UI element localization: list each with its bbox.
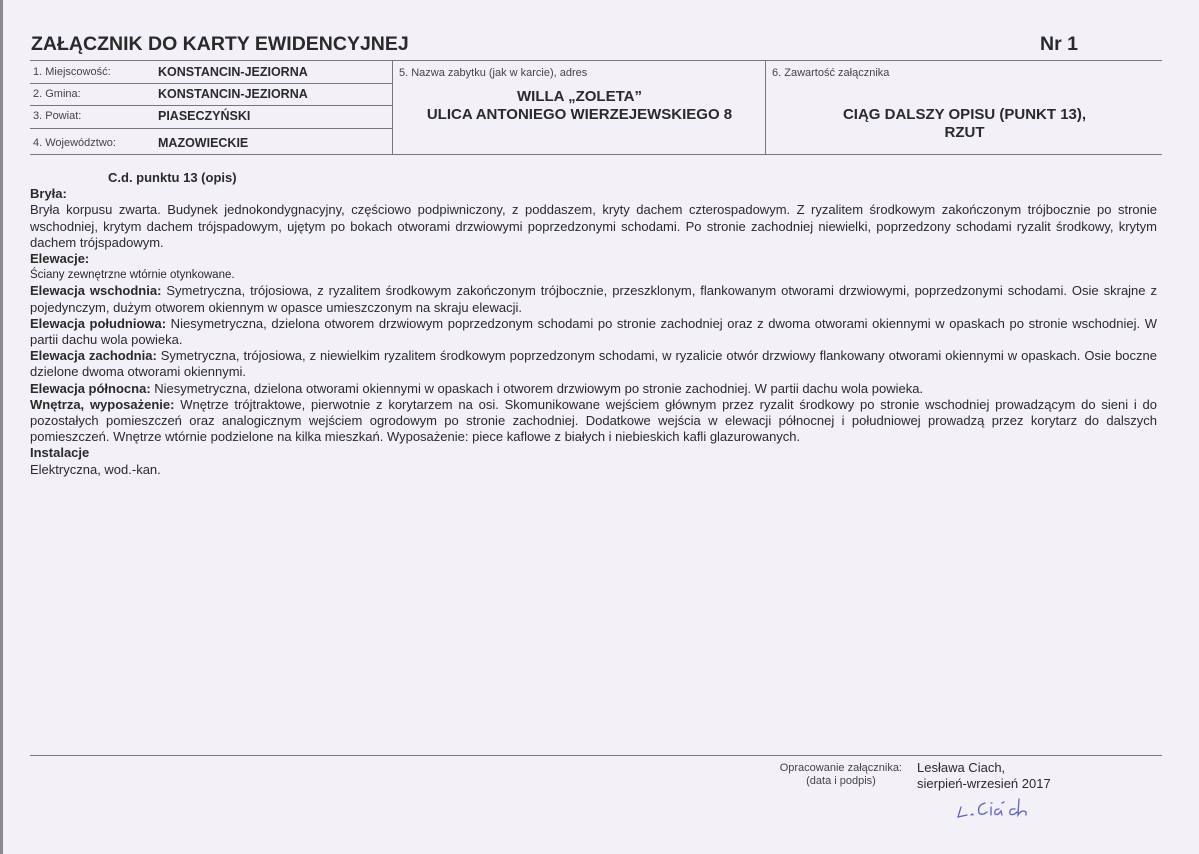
text-interior: Wnętrze trójtraktowe, pierwotnie z korytarzem na osi. Skomunikowane wejściem głównym przez ryzalit środkowy po stronie wschodniej prowadzącym do sieni i do pozostałych pomieszczeń oraz analogicznym wejściem ogrodowym po stronie zachodniej. Dodatkowe wejścia w elewacji północnej i południowej prowadzą przez korytarz do dalszych pomieszczeń. Wnętrze wtórnie podzielone na kilka mieszkań. Wyposażenie: piece kaflowe z białych i niebieskich kafli glazurowanych. xyxy=(30,396,1157,445)
field-row xyxy=(30,83,392,106)
description-body xyxy=(30,170,1157,478)
field-value: KONSTANCIN-JEZIORNA xyxy=(158,65,308,79)
field-label: 1. Miejscowość: xyxy=(33,66,111,78)
para-interior xyxy=(30,397,1157,446)
date: sierpień-wrzesień 2017 xyxy=(917,776,1051,791)
field-value: KONSTANCIN-JEZIORNA xyxy=(158,87,308,101)
heading-interior: Wnętrza, wyposażenie: xyxy=(30,396,175,412)
footer-divider xyxy=(30,755,1162,756)
monument-name: WILLA „ZOLETA” xyxy=(517,88,642,105)
monument-cell xyxy=(392,61,766,154)
field-value: PIASECZYŃSKI xyxy=(158,109,251,123)
field-value: MAZOWIECKIE xyxy=(158,136,249,150)
document-title: ZAŁĄCZNIK DO KARTY EWIDENCYJNEJ xyxy=(31,33,409,55)
footer-label xyxy=(740,762,902,788)
heading-south: Elewacja południowa: xyxy=(30,315,167,331)
header-table xyxy=(30,60,1162,155)
attachment-number: Nr 1 xyxy=(1040,33,1078,55)
author: Lesława Ciach, xyxy=(917,760,1006,775)
field-row xyxy=(30,129,392,154)
location-fields xyxy=(30,61,392,154)
text-north: Niesymetryczna, dzielona otworami okiennymi w opaskach i otworem drzwiowym po stronie zachodniej. W partii dachu wola powieka. xyxy=(150,380,924,396)
heading-north: Elewacja północna: xyxy=(30,380,151,396)
para-east xyxy=(30,283,1157,315)
text-west: Symetryczna, trójosiowa, z niewielkim ryzalitem środkowym poprzedzonym schodami, w ryzalicie otwór drzwiowy flankowany otworami okiennymi w opaskach. Osie boczne dzielone dwoma otworami okiennymi. xyxy=(30,348,1157,380)
contents-line2: RZUT xyxy=(944,124,985,141)
section-title: C.d. punktu 13 (opis) xyxy=(108,170,237,185)
field-label: 3. Powiat: xyxy=(33,110,82,122)
footer-values xyxy=(917,760,1051,792)
prepared-label: Opracowanie załącznika: xyxy=(779,762,902,774)
text-elewacje: Ściany zewnętrzne wtórnie otynkowane. xyxy=(30,269,235,282)
heading-elewacje: Elewacje: xyxy=(30,251,90,267)
field-label: 4. Województwo: xyxy=(33,137,116,149)
text-east: Symetryczna, trójosiowa, z ryzalitem środkowym zakończonym trójbocznie, przeszklonym, flankowanym otworami drzwiowymi, poprzedzonymi schodami. Osie skrajne z pojedynczym, dużym otworem okiennym w opasce umieszczonym na skraju elewacji. xyxy=(30,283,1157,315)
para-west xyxy=(30,348,1157,380)
heading-installations: Instalacje xyxy=(30,445,90,461)
monument-label: 5. Nazwa zabytku (jak w karcie), adres xyxy=(399,67,588,79)
text-bryla: Bryła korpusu zwarta. Budynek jednokondygnacyjny, częściowo podpiwniczony, z poddaszem, kryty dachem czterospadowym. Z ryzalitem środkowym zakończonym trójbocznie po stronie wschodniej, krytym dachem trójspadowym, ujętym po bokach otworami drzwiowymi poprzedzonymi schodami. Po stronie zachodniej niewielki, poprzedzony schodami ryzalit środkowy, krytym dachem trójspadowym. xyxy=(30,202,1157,250)
field-row xyxy=(30,105,392,129)
date-signature-label: (data i podpis) xyxy=(806,775,876,787)
page-edge xyxy=(0,0,3,854)
field-row xyxy=(30,61,392,84)
heading-east: Elewacja wschodnia: xyxy=(30,283,162,299)
para-south xyxy=(30,316,1157,348)
contents-line1: CIĄG DALSZY OPISU (PUNKT 13), xyxy=(842,106,1087,123)
handwritten-signature xyxy=(955,793,1045,823)
monument-address: ULICA ANTONIEGO WIERZEJEWSKIEGO 8 xyxy=(426,106,733,123)
text-installations: Elektryczna, wod.-kan. xyxy=(30,461,161,477)
para-north xyxy=(30,381,1157,397)
field-label: 2. Gmina: xyxy=(33,88,81,100)
contents-label: 6. Zawartość załącznika xyxy=(772,67,890,79)
heading-bryla: Bryła: xyxy=(30,186,67,202)
heading-west: Elewacja zachodnia: xyxy=(30,348,157,364)
text-south: Niesymetryczna, dzielona otworem drzwiowym poprzedzonym schodami po stronie zachodniej oraz z dwoma otworami okiennymi w opaskach po stronie wschodniej. W partii dachu wola powieka. xyxy=(30,315,1157,348)
contents-cell xyxy=(765,61,1163,154)
